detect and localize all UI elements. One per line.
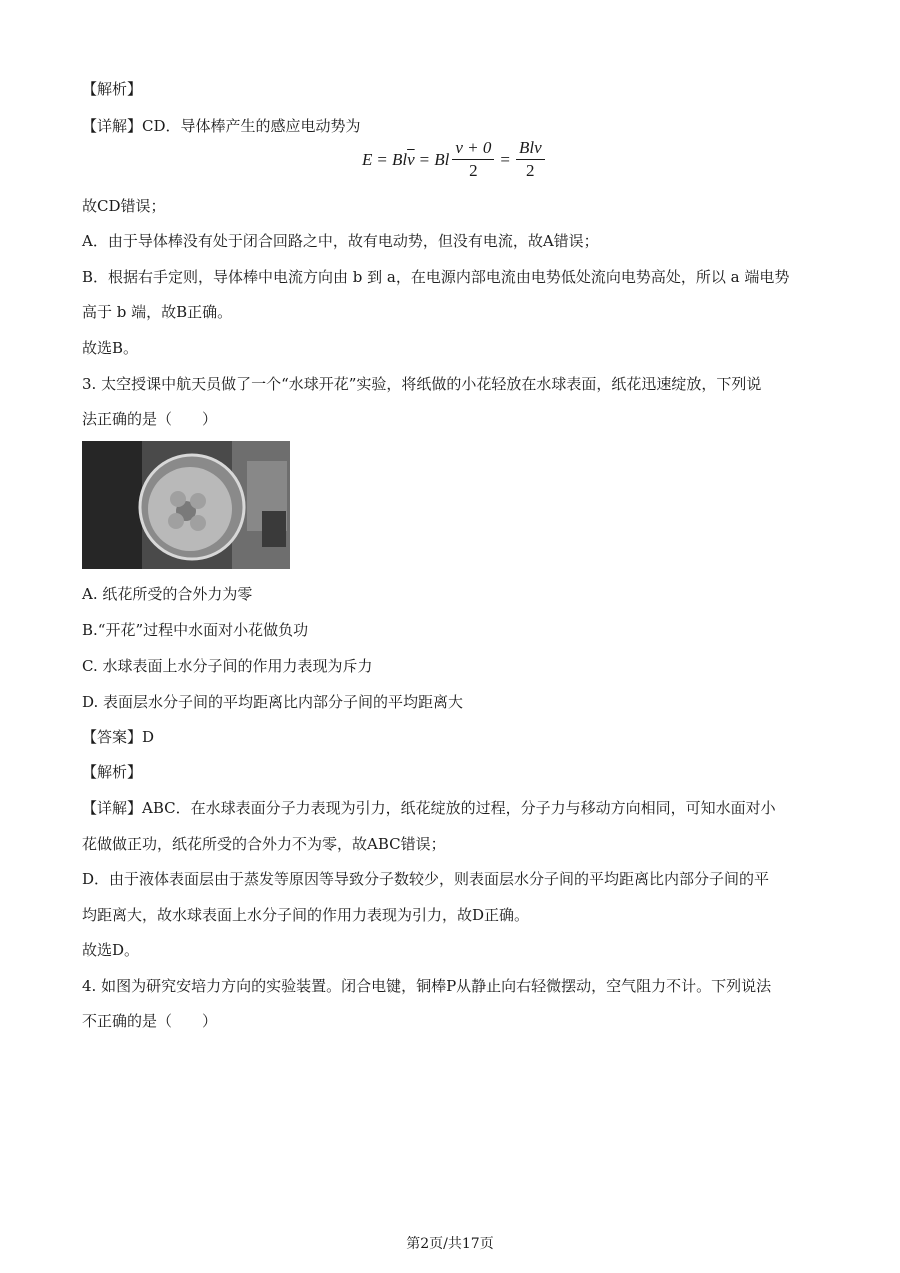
q3-option-d: D. 表面层水分子间的平均距离比内部分子间的平均距离大: [82, 693, 464, 711]
q3-analysis-label: 【解析】: [82, 763, 143, 781]
q3-detail-line1: 【详解】ABC．在水球表面分子力表现为引力，纸花绽放的过程，分子力与移动方向相同，可知水面对小: [82, 799, 776, 817]
q3-question-line2: 法正确的是（ ）: [82, 410, 218, 428]
emf-equation: E = Bl $\overline{v}$ = Bl $\frac{v + 0}{2}$ = $\frac{\text{Blv}}{2}$: [362, 138, 548, 182]
q3-question-line1: 3. 太空授课中航天员做了一个“水球开花”实验，将纸做的小花轻放在水球表面，纸花迅速绽放，下列说: [82, 375, 762, 393]
eq-term2: Bl: [434, 150, 450, 169]
eq-frac2-num: Blv: [516, 138, 545, 160]
eq-frac1-num: v + 0: [452, 138, 494, 160]
eq-frac1-den: 2: [469, 161, 478, 180]
q2-option-b-line1: B．根据右手定则，导体棒中电流方向由 b 到 a，在电源内部电流由电势低处流向电势高处，所以 a 端电势: [82, 268, 790, 286]
water-ball-photo: [82, 441, 290, 569]
q2-option-a: A．由于导体棒没有处于闭合回路之中，故有电动势，但没有电流，故A错误；: [82, 232, 599, 250]
q3-answer: 【答案】D: [82, 728, 155, 746]
q2-option-b-line2: 高于 b 端，故B正确。: [82, 303, 233, 321]
eq-frac2-den: 2: [526, 161, 535, 180]
q3-detail-line2: 花做做正功，纸花所受的合外力不为零，故ABC错误；: [82, 835, 446, 853]
q2-cd-wrong: 故CD错误；: [82, 197, 166, 215]
eq-sign: =: [377, 150, 387, 169]
eq-fraction-1: [452, 138, 494, 182]
q3-detail-line4: 均距离大，故水球表面上水分子间的作用力表现为引力，故D正确。: [82, 906, 530, 924]
q3-conclusion: 故选D。: [82, 941, 140, 959]
q3-option-a: A. 纸花所受的合外力为零: [82, 585, 253, 603]
q3-option-b: B.“开花”过程中水面对小花做负功: [82, 621, 309, 639]
eq-vbar: $\overline{v}$: [407, 150, 415, 169]
q4-question-line2: 不正确的是（ ）: [82, 1012, 218, 1030]
eq-lhs: E: [362, 150, 373, 169]
q3-option-c: C. 水球表面上水分子间的作用力表现为斥力: [82, 657, 373, 675]
q4-question-line1: 4. 如图为研究安培力方向的实验装置。闭合电键，铜棒P从静止向右轻微摆动，空气阻力不计。下列说法: [82, 977, 772, 995]
q3-detail-line3: D．由于液体表面层由于蒸发等原因等导致分子数较少，则表面层水分子间的平均距离比内部分子间的平: [82, 870, 770, 888]
eq-fraction-2: [516, 138, 545, 182]
q2-analysis-label: 【解析】: [82, 80, 143, 98]
q2-detail-line: 【详解】CD．导体棒产生的感应电动势为: [82, 117, 361, 135]
q2-conclusion: 故选B。: [82, 339, 139, 357]
page-footer: 第2页/共17页: [406, 1236, 494, 1252]
eq-term1: Bl: [391, 150, 408, 169]
